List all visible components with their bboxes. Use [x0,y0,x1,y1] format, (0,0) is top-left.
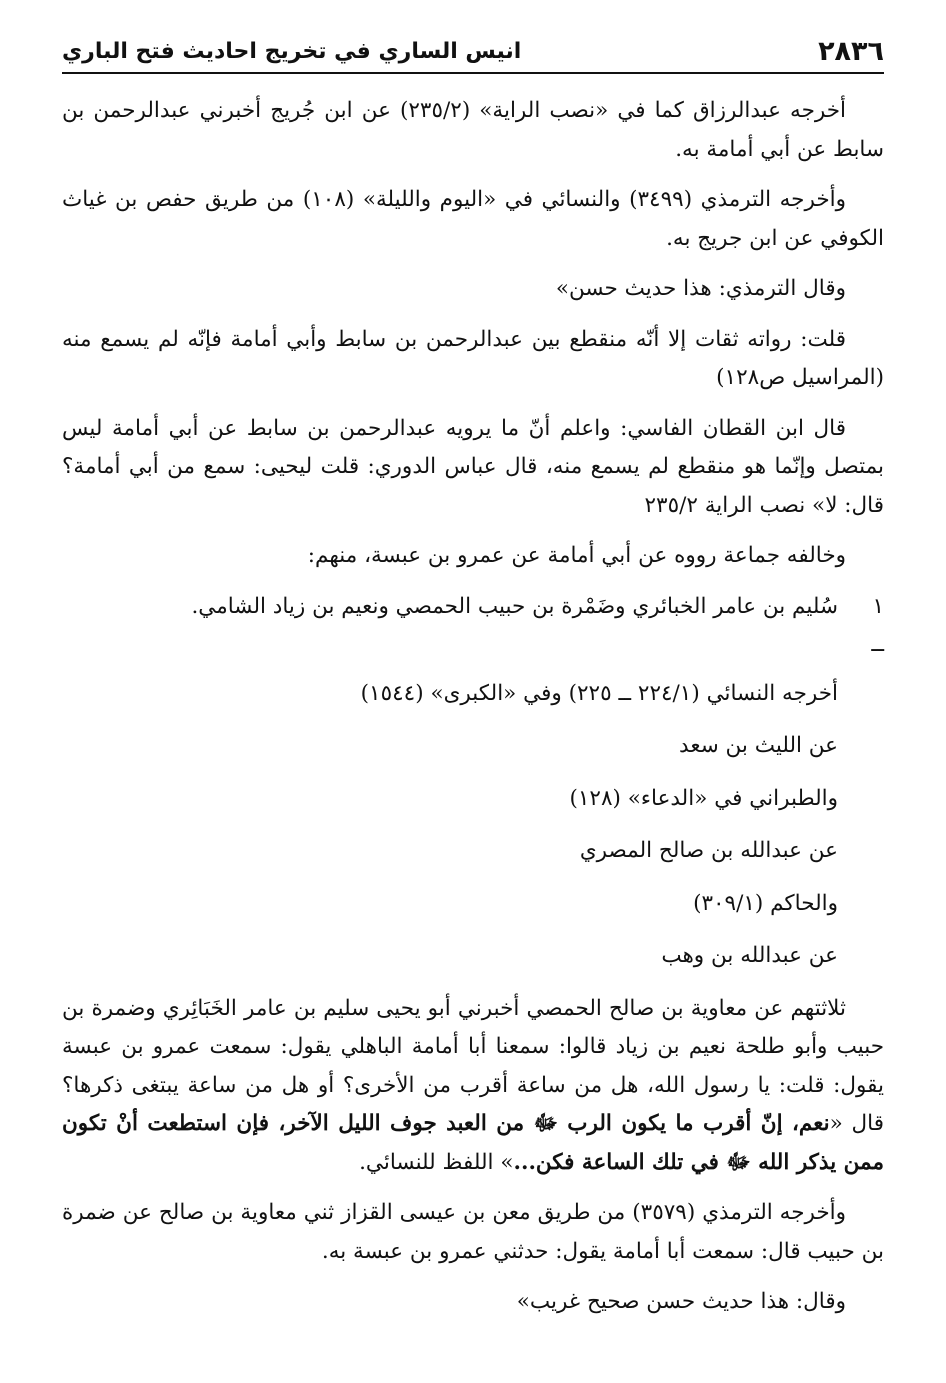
hadith-intro: ثلاثتهم عن معاوية بن صالح الحمصي أخبرني أبو يحيى سليم بن عامر الخَبَائِري وضمرة بن حبيب وأبو طلحة نعيم بن زياد قالوا: سمعنا أبا أمامة الباهلي يقول: سمعت عمرو بن عبسة يقول: قلت: يا رسول الله، هل من ساعة أقرب من الأخرى؟ أو هل من ساعة يبتغى ذكرها؟ قال « [62,995,884,1136]
paragraph-2: وأخرجه الترمذي (٣٤٩٩) والنسائي في «اليوم والليلة» (١٠٨) من طريق حفص بن غياث الكوفي عن ابن جريج به. [62,187,884,251]
paragraph-11: والحاكم (٣٠٩/١) [693,890,838,916]
paragraph-1: أخرجه عبدالرزاق كما في «نصب الراية» (٢٣٥/٢) عن ابن جُريج أخبرني عبدالرحمن بن سابط عن أبي أمامة به. [62,98,884,162]
paragraph-8: عن الليث بن سعد [679,733,838,758]
page-header [62,28,884,74]
page-number: ٢٨٣٦ [818,36,884,67]
paragraph-6: وخالفه جماعة رووه عن أبي أمامة عن عمرو بن عبسة، منهم: [307,543,846,568]
book-title: انيس الساري في تخريج احاديث فتح الباري [62,39,522,64]
paragraph-12: عن عبدالله بن وهب [661,943,838,968]
paragraph-15: وقال: هذا حديث حسن صحيح غريب» [516,1289,846,1314]
paragraph-13 [62,990,884,1183]
paragraph-3: وقال الترمذي: هذا حديث حسن» [555,276,846,301]
paragraph-4: قلت: رواته ثقات إلا أنّه منقطع بين عبدالرحمن بن سابط وأبي أمامة فإنّه لم يسمع منه (المراسيل ص١٢٨) [62,326,884,390]
paragraph-9: والطبراني في «الدعاء» (١٢٨) [569,785,838,811]
hadith-text: نعم، إنّ أقرب ما يكون الرب ﷻ من العبد جوف الليل الآخر، فإن استطعت أنْ تكون ممن يذكر الله ﷻ في تلك الساعة فكن... [62,1111,884,1175]
paragraph-5: قال ابن القطان الفاسي: واعلم أنّ ما يرويه عبدالرحمن بن سابط عن أبي أمامة ليس بمتصل وإنّما هو منقطع لم يسمع منه، قال عباس الدوري: قلت ليحيى: سمع من أبي أمامة؟ قال: لا» نصب الراية ٢٣٥/٢ [62,415,885,518]
hadith-attribution: » اللفظ للنسائي. [359,1149,514,1175]
page-body [62,92,884,1322]
paragraph-14: وأخرجه الترمذي (٣٥٧٩) من طريق معن بن عيسى القزاز ثني معاوية بن صالح عن ضمرة بن حبيب قال: سمعت أبا أمامة يقول: حدثني عمرو بن عبسة به. [62,1200,884,1264]
item-number: ١ ــ [871,593,884,657]
document-page [62,28,884,1334]
paragraph-10: عن عبدالله بن صالح المصري [579,838,838,863]
numbered-item-1 [62,588,884,665]
item-text: سُليم بن عامر الخبائري وضَمْرة بن حبيب الحمصي ونعيم بن زياد الشامي. [191,593,838,619]
paragraph-7: أخرجه النسائي (٢٢٤/١ ــ ٢٢٥) وفي «الكبرى» (١٥٤٤) [360,680,838,706]
